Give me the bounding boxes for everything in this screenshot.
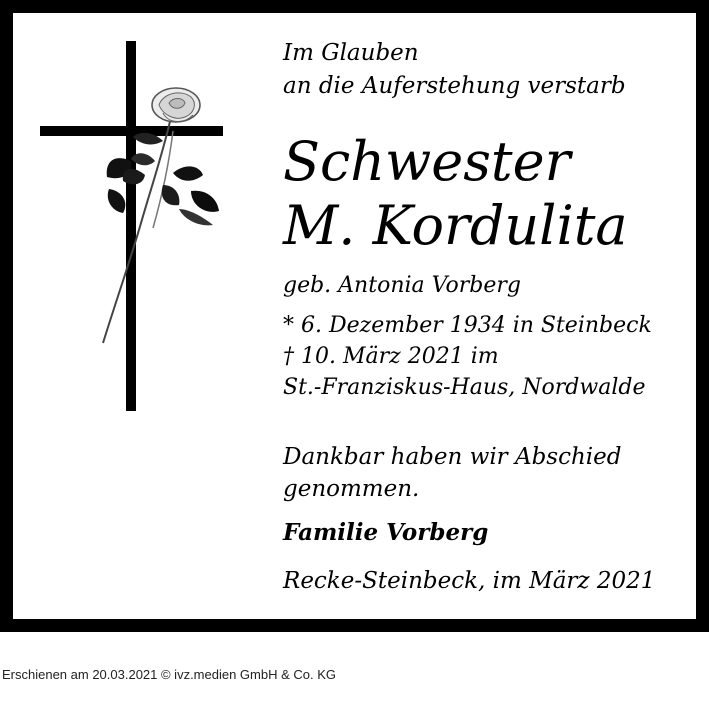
life-dates <box>283 310 652 403</box>
publication-footer: Erschienen am 20.03.2021 © ivz.medien GmbH & Co. KG <box>2 667 337 682</box>
intro-line-1: Im Glauben <box>283 40 419 66</box>
intro-line-2: an die Auferstehung verstarb <box>283 73 626 99</box>
birth-date: * 6. Dezember 1934 in Steinbeck <box>283 313 652 338</box>
thanks-line-2: genommen. <box>283 476 420 502</box>
death-place: St.-Franziskus-Haus, Nordwalde <box>283 375 646 400</box>
name-line-2: M. Kordulita <box>283 194 628 257</box>
family-signature: Familie Vorberg <box>283 519 489 546</box>
thanks-line-1: Dankbar haben wir Abschied <box>283 444 622 470</box>
thanks-text <box>283 441 622 505</box>
name-line-1: Schwester <box>283 130 571 193</box>
birth-name: geb. Antonia Vorberg <box>283 273 521 298</box>
deceased-name <box>283 130 628 258</box>
intro-text <box>283 37 626 103</box>
place-date: Recke-Steinbeck, im März 2021 <box>283 568 656 594</box>
obituary-panel <box>13 13 696 619</box>
death-date: † 10. März 2021 im <box>283 344 499 369</box>
